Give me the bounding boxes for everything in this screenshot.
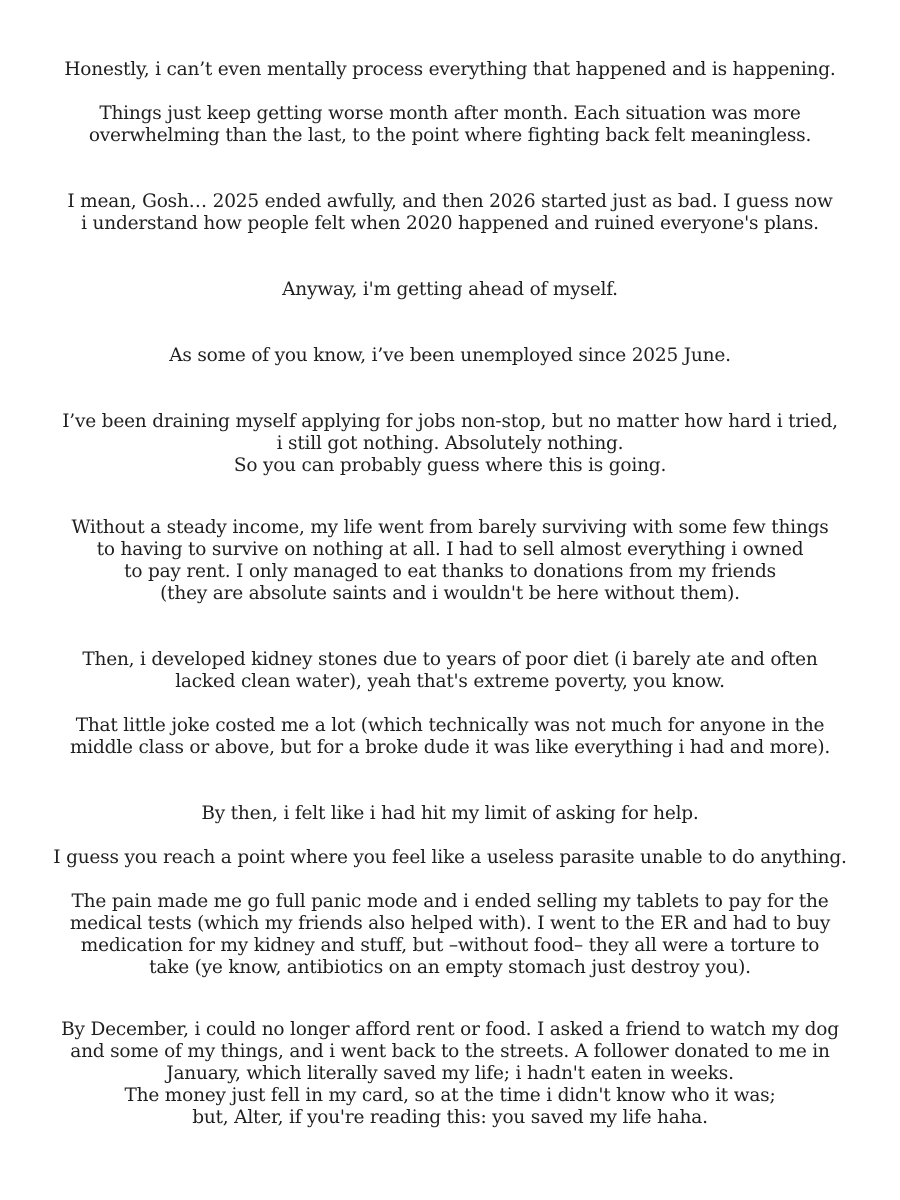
text-line: to having to survive on nothing at all. I had to sell almost everything i owned xyxy=(96,539,804,560)
paragraph-december xyxy=(30,1019,870,1129)
text-line: The pain made me go full panic mode and i ended selling my tablets to pay for the xyxy=(71,891,829,912)
text-line: and some of my things, and i went back to the streets. A follower donated to me in xyxy=(70,1041,830,1062)
paragraph-little-joke xyxy=(30,715,870,759)
text-line: Then, i developed kidney stones due to years of poor diet (i barely ate and often xyxy=(82,649,818,670)
text-line: medication for my kidney and stuff, but –without food– they all were a torture to xyxy=(80,935,820,956)
text-line: I’ve been draining myself applying for jobs non-stop, but no matter how hard i tried, xyxy=(62,411,838,432)
text-line: As some of you know, i’ve been unemployed since 2025 June. xyxy=(169,345,731,366)
text-line: I guess you reach a point where you feel like a useless parasite unable to do anything. xyxy=(53,847,847,868)
text-line: to pay rent. I only managed to eat thanks to donations from my friends xyxy=(124,561,776,582)
paragraph-gosh xyxy=(30,191,870,235)
paragraph-ahead-of-myself xyxy=(30,279,870,301)
text-line: overwhelming than the last, to the point where fighting back felt meaningless. xyxy=(88,125,812,146)
text-line: That little joke costed me a lot (which technically was not much for anyone in the xyxy=(75,715,825,736)
paragraph-panic-mode xyxy=(30,891,870,979)
text-line: medical tests (which my friends also helped with). I went to the ER and had to buy xyxy=(69,913,831,934)
text-line: take (ye know, antibiotics on an empty stomach just destroy you). xyxy=(149,957,751,978)
text-line: I mean, Gosh… 2025 ended awfully, and then 2026 started just as bad. I guess now xyxy=(67,191,833,212)
text-line: Anyway, i'm getting ahead of myself. xyxy=(282,279,618,300)
text-line: lacked clean water), yeah that's extreme poverty, you know. xyxy=(175,671,725,692)
text-line: By December, i could no longer afford rent or food. I asked a friend to watch my dog xyxy=(61,1019,839,1040)
text-line: i still got nothing. Absolutely nothing. xyxy=(276,433,624,454)
paragraph-honestly xyxy=(30,59,870,81)
text-line: middle class or above, but for a broke dude it was like everything i had and more). xyxy=(69,737,831,758)
text-line: By then, i felt like i had hit my limit of asking for help. xyxy=(201,803,699,824)
paragraph-getting-worse xyxy=(30,103,870,147)
text-line: January, which literally saved my life; i hadn't eaten in weeks. xyxy=(166,1063,734,1084)
paragraph-steady-income xyxy=(30,517,870,605)
paragraph-applying-jobs xyxy=(30,411,870,477)
text-line: but, Alter, if you're reading this: you saved my life haha. xyxy=(192,1107,708,1128)
text-line: Honestly, i can’t even mentally process everything that happened and is happening. xyxy=(64,59,836,80)
paragraph-kidney-stones xyxy=(30,649,870,693)
paragraph-unemployed xyxy=(30,345,870,367)
text-line: Without a steady income, my life went from barely surviving with some few things xyxy=(71,517,829,538)
text-line: (they are absolute saints and i wouldn't be here without them). xyxy=(160,583,740,604)
paragraph-useless-parasite xyxy=(30,847,870,869)
text-line: i understand how people felt when 2020 happened and ruined everyone's plans. xyxy=(81,213,819,234)
paragraph-limit-help xyxy=(30,803,870,825)
text-line: So you can probably guess where this is going. xyxy=(233,455,667,476)
text-line: The money just fell in my card, so at the time i didn't know who it was; xyxy=(124,1085,776,1106)
text-line: Things just keep getting worse month after month. Each situation was more xyxy=(99,103,801,124)
